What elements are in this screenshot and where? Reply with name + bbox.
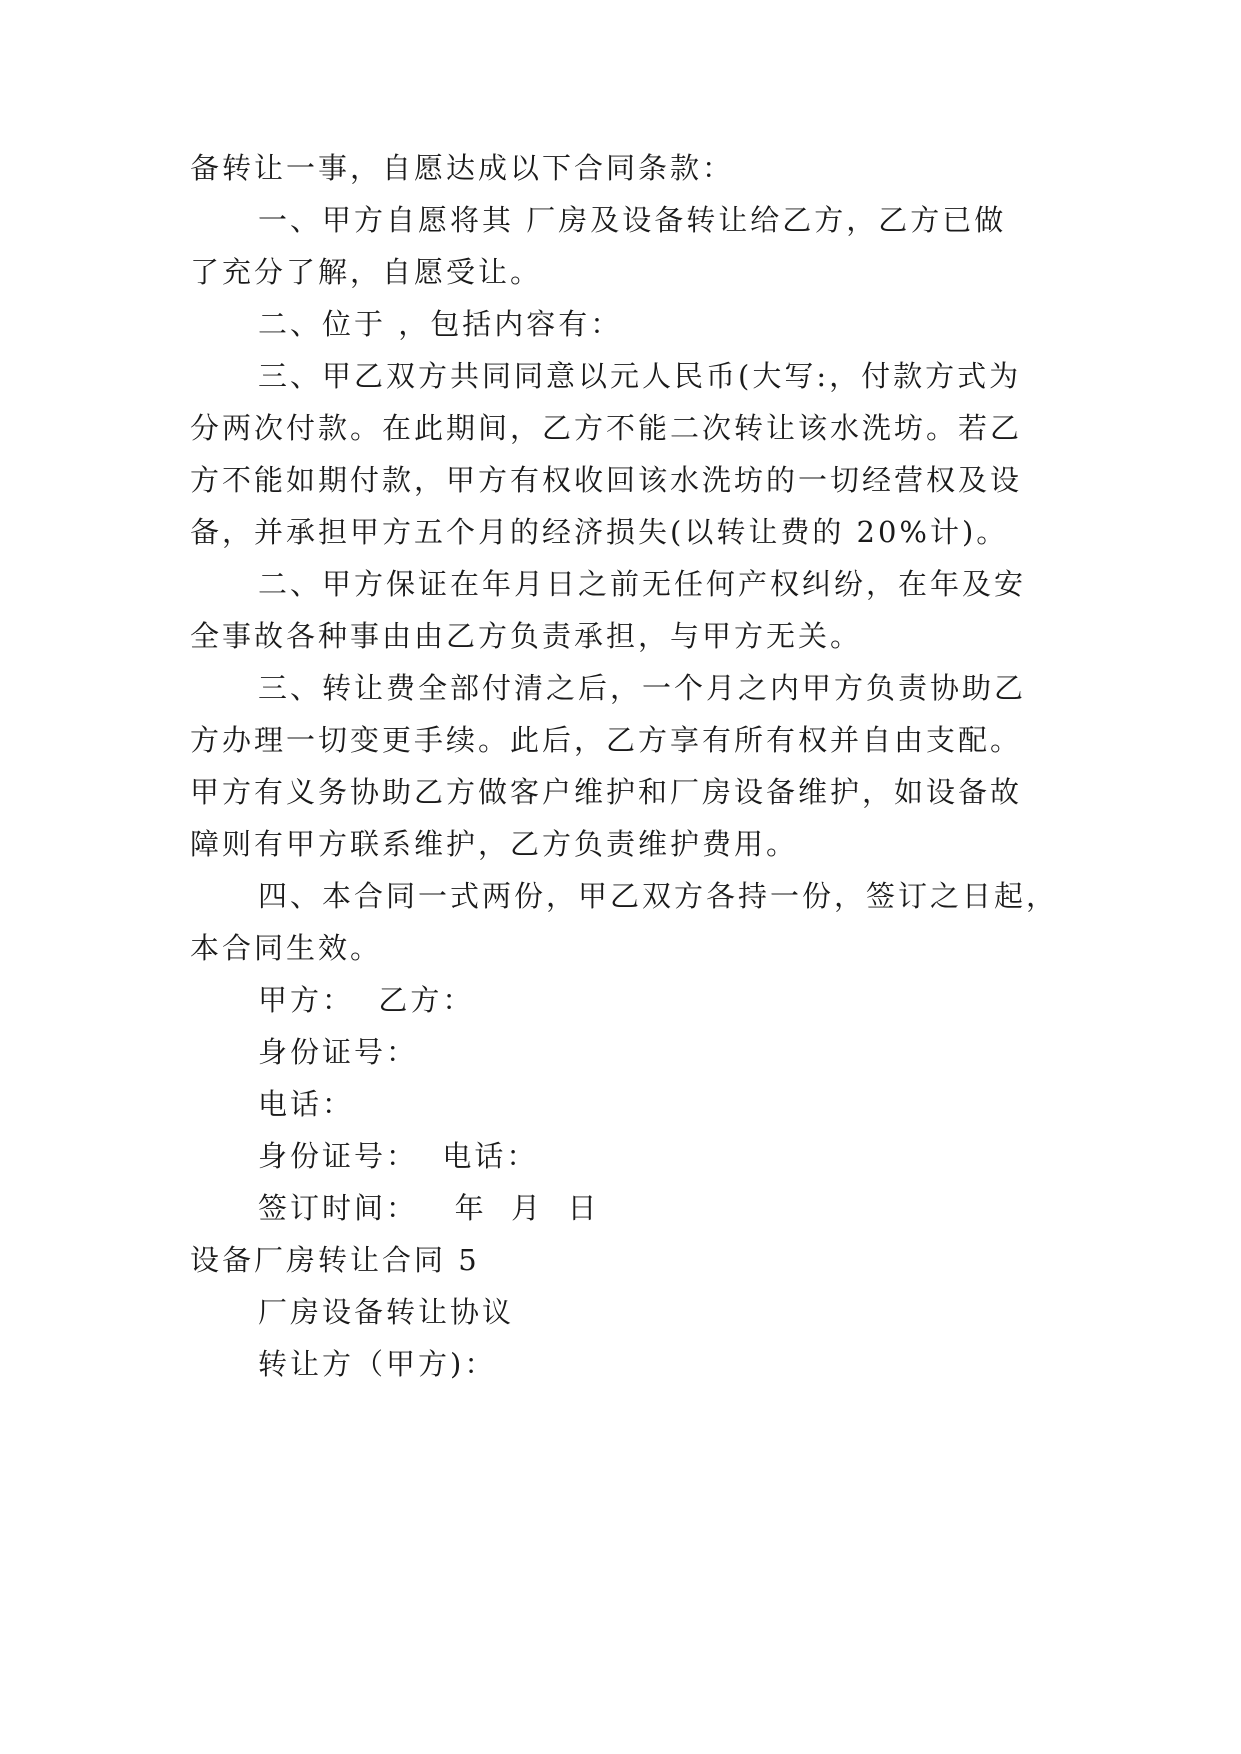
text-line: 障则有甲方联系维护，乙方负责维护费用。 xyxy=(190,827,799,861)
text-line: 备转让一事，自愿达成以下合同条款： xyxy=(190,151,735,185)
text-line: 分两次付款。在此期间，乙方不能二次转让该水洗坊。若乙 xyxy=(190,411,1023,445)
section-title: 设备厂房转让合同 5 xyxy=(190,1243,480,1277)
text-line: 方办理一切变更手续。此后，乙方享有所有权并自由支配。 xyxy=(190,723,1023,757)
text-line: 本合同生效。 xyxy=(190,931,383,965)
text-line: 备，并承担甲方五个月的经济损失(以转让费的 20%计)。 xyxy=(190,515,1009,549)
text-line: 一、甲方自愿将其 厂房及设备转让给乙方，乙方已做 xyxy=(258,203,1007,237)
text-line: 甲方有义务协助乙方做客户维护和厂房设备维护，如设备故 xyxy=(190,775,1023,809)
text-line: 二、位于 ，包括内容有： xyxy=(258,307,623,341)
text-line: 全事故各种事由由乙方负责承担，与甲方无关。 xyxy=(190,619,863,653)
phone-line: 电话： xyxy=(258,1087,355,1121)
text-line: 二、甲方保证在年月日之前无任何产权纠纷，在年及安 xyxy=(258,567,1027,601)
text-line: 方不能如期付款，甲方有权收回该水洗坊的一切经营权及设 xyxy=(190,463,1023,497)
id-phone-line: 身份证号： 电话： xyxy=(258,1139,539,1173)
signing-date-line: 签订时间： 年 月 日 xyxy=(258,1191,600,1225)
transferor-line: 转让方（甲方)： xyxy=(258,1347,497,1381)
party-signature-line: 甲方： 乙方： xyxy=(258,983,475,1017)
text-line: 了充分了解，自愿受让。 xyxy=(190,255,543,289)
text-line: 三、转让费全部付清之后，一个月之内甲方负责协助乙 xyxy=(258,671,1027,705)
agreement-title: 厂房设备转让协议 xyxy=(258,1295,515,1329)
text-line: 三、甲乙双方共同同意以元人民币(大写:，付款方式为 xyxy=(258,359,1022,393)
id-number-line: 身份证号： xyxy=(258,1035,419,1069)
text-line: 四、本合同一式两份，甲乙双方各持一份，签订之日起， xyxy=(258,879,1059,913)
